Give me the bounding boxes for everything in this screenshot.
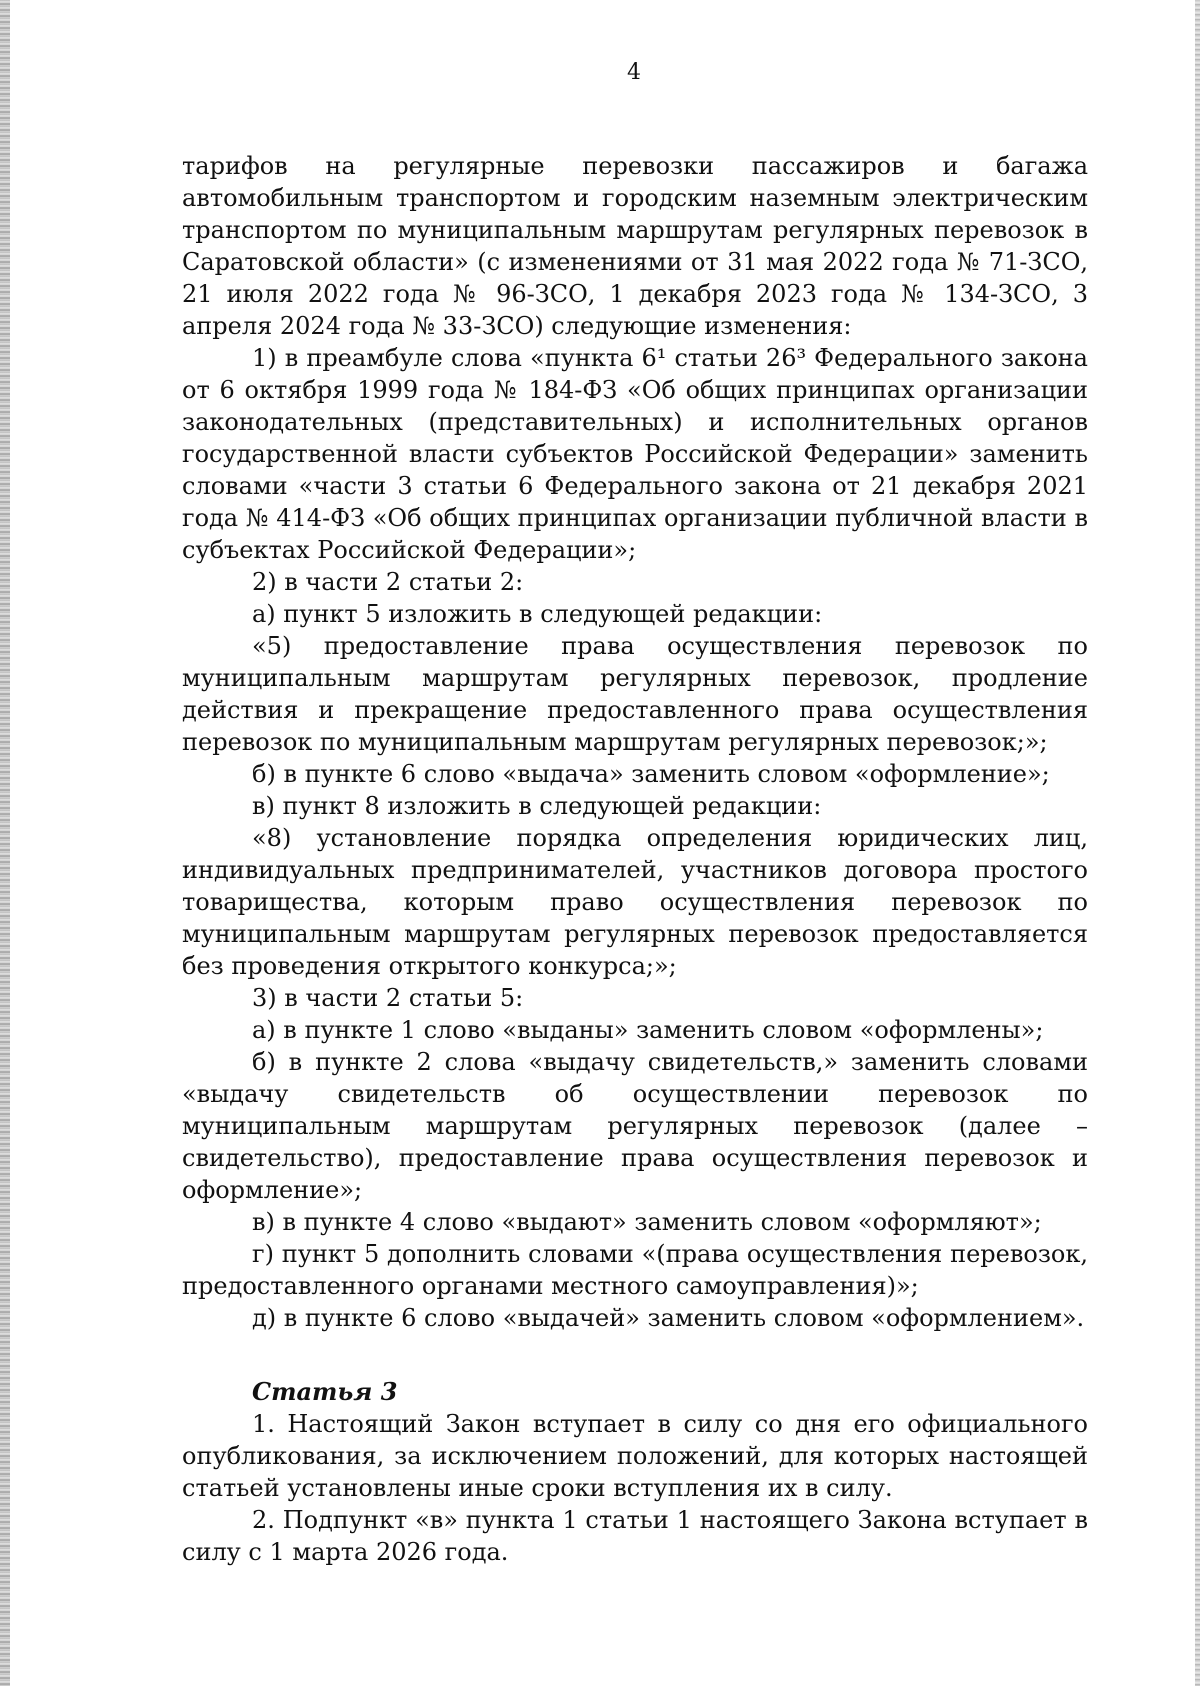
paragraph-item-3: 3) в части 2 статьи 5: xyxy=(252,984,524,1012)
paragraph-continuation: тарифов на регулярные перевозки пассажиров и багажа автомобильным транспортом и городским наземным электрическим транспортом по муниципальным маршрутам регулярных перевозок в Саратовской области» (с изменениями от 31 мая 2022 года № 71-ЗСО, 21 июля 2022 года № 96-ЗСО, 1 декабря 2023 года № 134-ЗСО, 3 апреля 2024 года № 33-ЗСО) следующие изменения: xyxy=(182,152,1088,340)
scan-edge-left xyxy=(0,0,10,1686)
paragraph-item-3v: в) в пункте 4 слово «выдают» заменить словом «оформляют»; xyxy=(252,1208,1042,1236)
article-3-heading: Статья 3 xyxy=(252,1377,398,1406)
paragraph-item-3d: д) в пункте 6 слово «выдачей» заменить словом «оформлением». xyxy=(252,1304,1085,1332)
page-number: 4 xyxy=(627,60,641,85)
paragraph-item-2v: в) пункт 8 изложить в следующей редакции: xyxy=(252,792,822,820)
document-body xyxy=(182,150,1088,1568)
article-3-paragraph-2: 2. Подпункт «в» пункта 1 статьи 1 настоящего Закона вступает в силу с 1 марта 2026 года. xyxy=(182,1506,1088,1566)
paragraph-item-3g: г) пункт 5 дополнить словами «(права осуществления перевозок, предоставленного органами местного самоуправления)»; xyxy=(182,1240,1088,1300)
paragraph-quote-5: «5) предоставление права осуществления перевозок по муниципальным маршрутам регулярных перевозок, продление действия и прекращение предоставленного права осуществления перевозок по муниципальным маршрутам регулярных перевозок;»; xyxy=(182,632,1088,756)
paragraph-quote-8: «8) установление порядка определения юридических лиц, индивидуальных предпринимателей, участников договора простого товарищества, которым право осуществления перевозок по муниципальным маршрутам регулярных перевозок предоставляется без проведения открытого конкурса;»; xyxy=(182,824,1088,980)
scan-edge-right xyxy=(1195,0,1200,1686)
paragraph-item-2b: б) в пункте 6 слово «выдача» заменить словом «оформление»; xyxy=(252,760,1050,788)
paragraph-item-1: 1) в преамбуле слова «пункта 6¹ статьи 26³ Федерального закона от 6 октября 1999 года № 184-ФЗ «Об общих принципах организации законодательных (представительных) и исполнительных органов государственной власти субъектов Российской Федерации» заменить словами «части 3 статьи 6 Федерального закона от 21 декабря 2021 года № 414-ФЗ «Об общих принципах организации публичной власти в субъектах Российской Федерации»; xyxy=(182,344,1088,564)
article-3-paragraph-1: 1. Настоящий Закон вступает в силу со дня его официального опубликования, за исключением положений, для которых настоящей статьей установлены иные сроки вступления их в силу. xyxy=(182,1410,1088,1502)
paragraph-item-2: 2) в части 2 статьи 2: xyxy=(252,568,524,596)
paragraph-item-3b: б) в пункте 2 слова «выдачу свидетельств,» заменить словами «выдачу свидетельств об осуществлении перевозок по муниципальным маршрутам регулярных перевозок (далее – свидетельство), предоставление права осуществления перевозок и оформление»; xyxy=(182,1048,1088,1204)
paragraph-item-3a: а) в пункте 1 слово «выданы» заменить словом «оформлены»; xyxy=(252,1016,1044,1044)
paragraph-item-2a: а) пункт 5 изложить в следующей редакции: xyxy=(252,600,823,628)
